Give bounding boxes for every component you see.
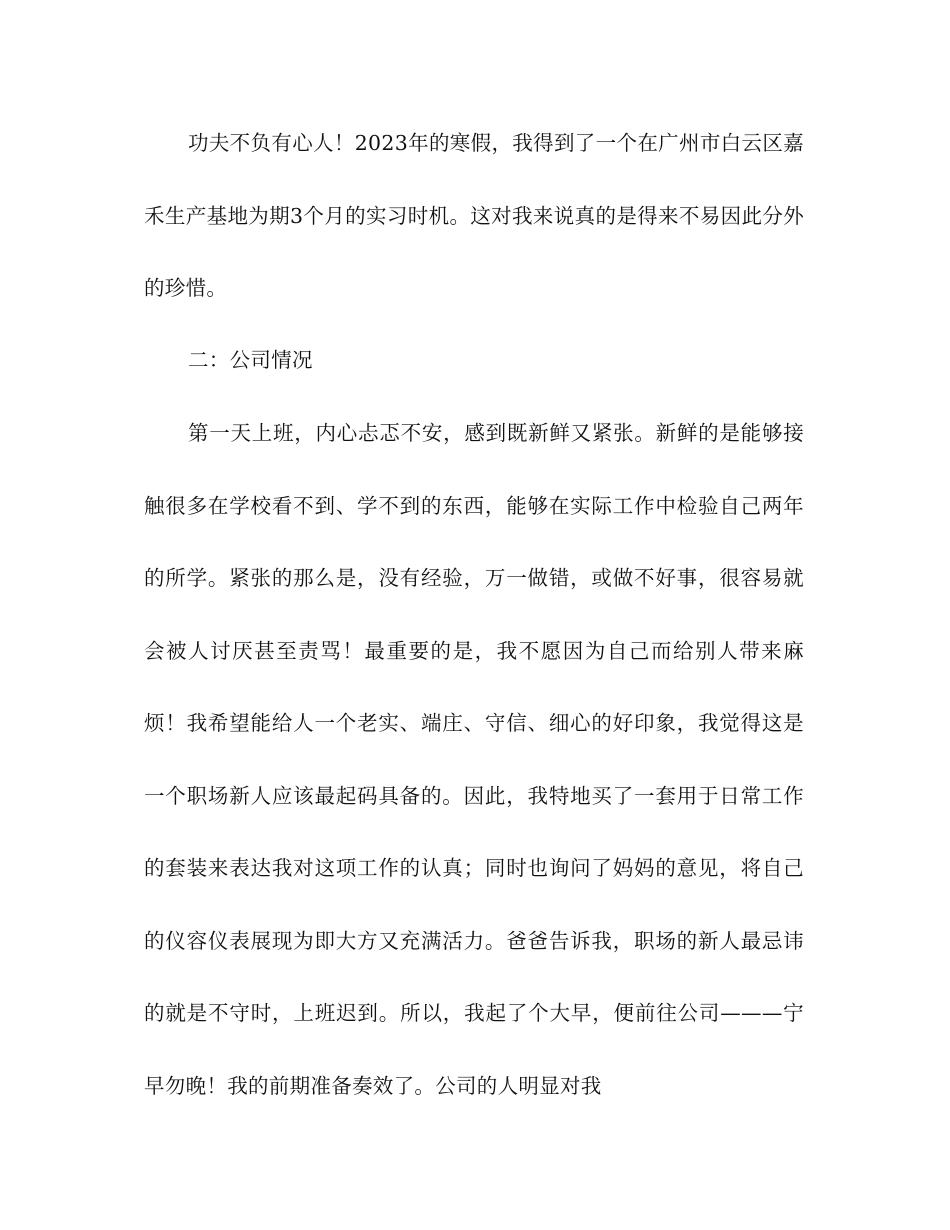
paragraph-intro: 功夫不负有心人！2023年的寒假，我得到了一个在广州市白云区嘉禾生产基地为期3个月的实习时机。这对我来说真的是得来不易因此分外的珍惜。	[144, 131, 804, 300]
paragraph-first-day: 第一天上班，内心忐忑不安，感到既新鲜又紧张。新鲜的是能够接触很多在学校看不到、学不到的东西，能够在实际工作中检验自己两年的所学。紧张的那么是，没有经验，万一做错，或做不好事，很容易就会被人讨厌甚至责骂！最重要的是，我不愿因为自己而给别人带来麻烦！我希望能给人一个老实、端庄、守信、细心的好印象，我觉得这是一个职场新人应该最起码具备的。因此，我特地买了一套用于日常工作的套装来表达我对这项工作的认真；同时也询问了妈妈的意见，将自己的仪容仪表展现为即大方又充满活力。爸爸告诉我，职场的新人最忌讳的就是不守时，上班迟到。所以，我起了个大早，便前往公司———宁早勿晚！我的前期准备奏效了。公司的人明显对我	[144, 421, 804, 1098]
section-heading-company: 二：公司情况	[188, 348, 313, 372]
